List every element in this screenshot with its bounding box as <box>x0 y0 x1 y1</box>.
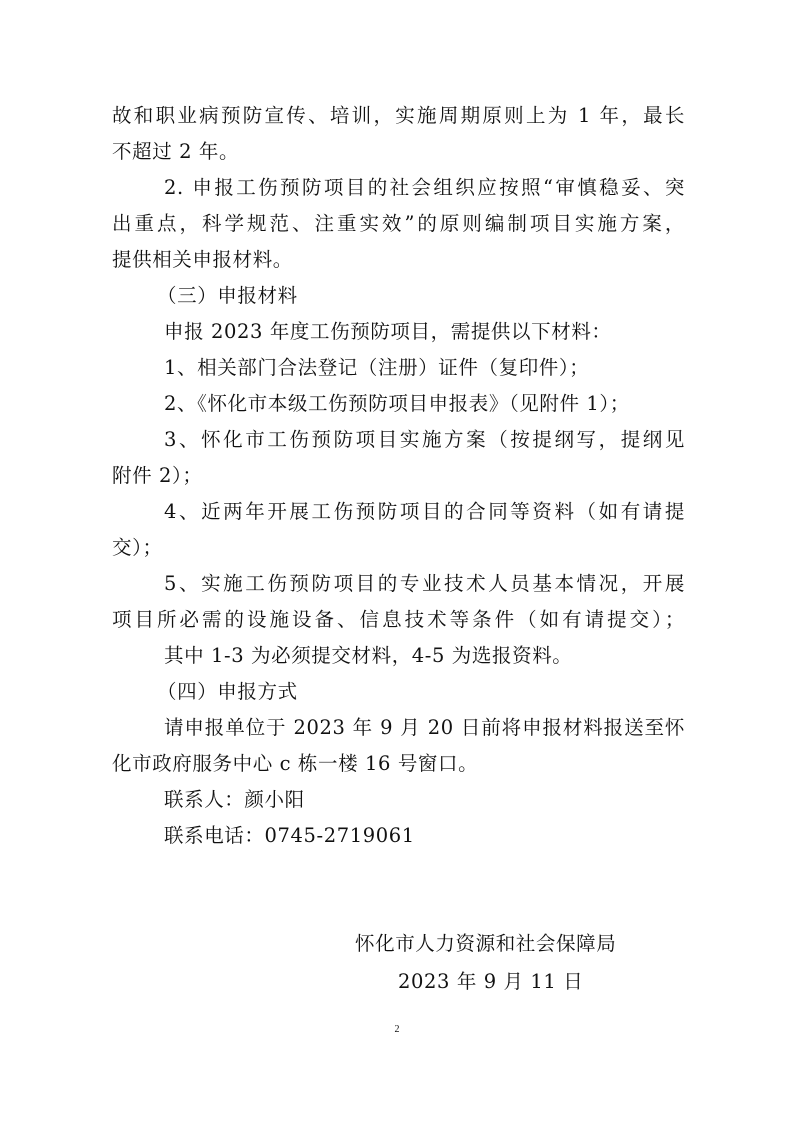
contact-phone: 联系电话：0745-2719061 <box>164 824 415 847</box>
body-line: 提供相关申报材料。 <box>112 248 293 271</box>
body-line: 故和职业病预防宣传、培训，实施周期原则上为 1 年，最长 <box>112 104 685 127</box>
signature-organization: 怀化市人力资源和社会保障局 <box>355 932 617 955</box>
page-number: 2 <box>394 1024 400 1035</box>
body-line: 其中 1-3 为必须提交材料，4-5 为选报资料。 <box>164 644 573 667</box>
list-item: 3、怀化市工伤预防项目实施方案（按提纲写，提纲见 <box>164 428 685 451</box>
list-item-continuation: 附件 2）； <box>112 464 203 487</box>
list-item: 1、相关部门合法登记（注册）证件（复印件）； <box>164 356 590 379</box>
body-line: 请申报单位于 2023 年 9 月 20 日前将申报材料报送至怀 <box>164 716 685 739</box>
section-heading: （三）申报材料 <box>157 284 298 307</box>
contact-person: 联系人：颜小阳 <box>164 788 305 811</box>
list-item: 2、《怀化市本级工伤预防项目申报表》（见附件 1）； <box>164 392 630 415</box>
list-item: 4、近两年开展工伤预防项目的合同等资料（如有请提 <box>164 500 685 523</box>
list-item-continuation: 交）； <box>112 536 163 559</box>
body-line: 化市政府服务中心 c 栋一楼 16 号窗口。 <box>112 752 479 775</box>
signature-date: 2023 年 9 月 11 日 <box>398 970 584 993</box>
body-line: 申报 2023 年度工伤预防项目，需提供以下材料： <box>164 320 612 343</box>
body-line: 不超过 2 年。 <box>112 140 240 163</box>
list-item: 5、实施工伤预防项目的专业技术人员基本情况，开展 <box>164 572 685 595</box>
body-line: 2. 申报工伤预防项目的社会组织应按照“审慎稳妥、突 <box>164 176 685 199</box>
list-item-continuation: 项目所必需的设施设备、信息技术等条件（如有请提交）； <box>112 608 685 631</box>
body-line: 出重点，科学规范、注重实效”的原则编制项目实施方案， <box>112 212 685 235</box>
section-heading: （四）申报方式 <box>157 680 298 703</box>
